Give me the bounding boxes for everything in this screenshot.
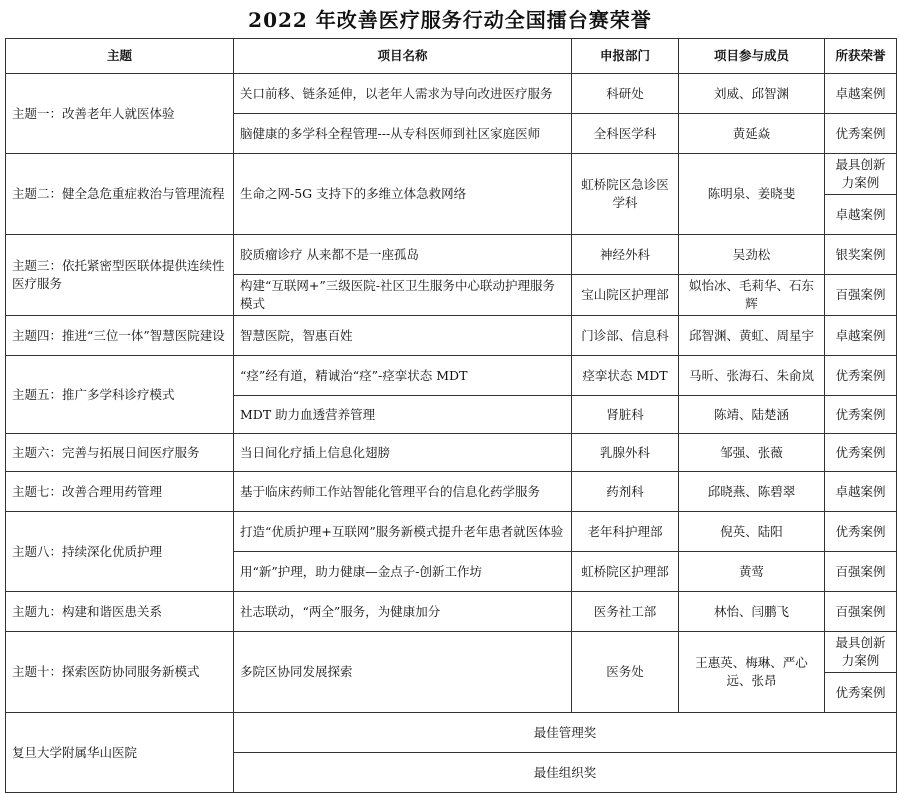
honor-cell: 卓越案例 (825, 316, 897, 356)
table-row (6, 512, 897, 552)
project-name-cell: 脑健康的多学科全程管理---从专科医师到社区家庭医师 (234, 114, 572, 154)
project-name-cell: 生命之网-5G 支持下的多维立体急救网络 (234, 154, 572, 235)
project-name-cell: 胶质瘤诊疗 从来都不是一座孤岛 (234, 235, 572, 275)
project-name-cell: 构建“互联网+”三级医院-社区卫生服务中心联动护理服务模式 (234, 275, 572, 316)
header-department: 申报部门 (572, 39, 679, 74)
honor-cell: 优秀案例 (825, 673, 897, 713)
project-name-cell: “痉”经有道，精诚治“痉”-痉挛状态 MDT (234, 356, 572, 396)
members-cell: 姒怡冰、毛莉华、石东辉 (679, 275, 825, 316)
table-row (6, 154, 897, 195)
honor-cell: 优秀案例 (825, 512, 897, 552)
members-cell: 马昕、张海石、朱俞岚 (679, 356, 825, 396)
members-cell: 黄延焱 (679, 114, 825, 154)
table-row (6, 74, 897, 114)
project-name-cell: 基于临床药师工作站智能化管理平台的信息化药学服务 (234, 472, 572, 512)
theme-cell: 主题一：改善老年人就医体验 (6, 74, 234, 154)
members-cell: 倪英、陆阳 (679, 512, 825, 552)
department-cell: 医务处 (572, 632, 679, 713)
project-name-cell: 智慧医院，智惠百姓 (234, 316, 572, 356)
honor-cell: 最具创新力案例 (825, 632, 897, 673)
hospital-cell: 复旦大学附属华山医院 (6, 713, 234, 793)
theme-cell: 主题五：推广多学科诊疗模式 (6, 356, 234, 434)
theme-cell: 主题七：改善合理用药管理 (6, 472, 234, 512)
table-row (6, 235, 897, 275)
table-row (6, 356, 897, 396)
project-name-cell: 多院区协同发展探索 (234, 632, 572, 713)
members-cell: 吴劲松 (679, 235, 825, 275)
members-cell: 邹强、张薇 (679, 434, 825, 472)
members-cell: 邱智渊、黄虹、周星宇 (679, 316, 825, 356)
members-cell: 陈靖、陆楚涵 (679, 396, 825, 434)
members-cell: 王惠英、梅琳、严心远、张昂 (679, 632, 825, 713)
department-cell: 宝山院区护理部 (572, 275, 679, 316)
department-cell: 老年科护理部 (572, 512, 679, 552)
header-theme: 主题 (6, 39, 234, 74)
table-row (6, 316, 897, 356)
honor-cell: 百强案例 (825, 592, 897, 632)
table-row (6, 713, 897, 753)
award-cell: 最佳组织奖 (234, 753, 897, 793)
department-cell: 乳腺外科 (572, 434, 679, 472)
theme-cell: 主题十：探索医防协同服务新模式 (6, 632, 234, 713)
members-cell: 邱晓燕、陈碧翠 (679, 472, 825, 512)
theme-cell: 主题四：推进“三位一体”智慧医院建设 (6, 316, 234, 356)
table-row (6, 472, 897, 512)
theme-cell: 主题二：健全急危重症救治与管理流程 (6, 154, 234, 235)
project-name-cell: 社志联动，“两全”服务，为健康加分 (234, 592, 572, 632)
theme-cell: 主题三：依托紧密型医联体提供连续性医疗服务 (6, 235, 234, 316)
table-row (6, 592, 897, 632)
honor-cell: 银奖案例 (825, 235, 897, 275)
department-cell: 医务社工部 (572, 592, 679, 632)
department-cell: 药剂科 (572, 472, 679, 512)
honor-cell: 卓越案例 (825, 74, 897, 114)
honors-table (5, 38, 897, 793)
project-name-cell: 用“新”护理，助力健康—金点子-创新工作坊 (234, 552, 572, 592)
honor-cell: 优秀案例 (825, 356, 897, 396)
honor-cell: 卓越案例 (825, 472, 897, 512)
members-cell: 刘威、邱智渊 (679, 74, 825, 114)
table-row (6, 434, 897, 472)
table-row (6, 632, 897, 673)
members-cell: 黄莺 (679, 552, 825, 592)
table-body (6, 74, 897, 793)
honor-cell: 卓越案例 (825, 195, 897, 235)
department-cell: 门诊部、信息科 (572, 316, 679, 356)
department-cell: 虹桥院区护理部 (572, 552, 679, 592)
honor-cell: 优秀案例 (825, 396, 897, 434)
page-title: 2022 年改善医疗服务行动全国擂台赛荣誉 (248, 8, 652, 32)
department-cell: 痉挛状态 MDT (572, 356, 679, 396)
honor-cell: 优秀案例 (825, 114, 897, 154)
honor-cell: 百强案例 (825, 552, 897, 592)
project-name-cell: MDT 助力血透营养管理 (234, 396, 572, 434)
honor-cell: 最具创新力案例 (825, 154, 897, 195)
department-cell: 神经外科 (572, 235, 679, 275)
department-cell: 肾脏科 (572, 396, 679, 434)
theme-cell: 主题六：完善与拓展日间医疗服务 (6, 434, 234, 472)
honor-cell: 优秀案例 (825, 434, 897, 472)
honor-cell: 百强案例 (825, 275, 897, 316)
project-name-cell: 当日间化疗插上信息化翅膀 (234, 434, 572, 472)
project-name-cell: 关口前移、链条延伸，以老年人需求为导向改进医疗服务 (234, 74, 572, 114)
header-members: 项目参与成员 (679, 39, 825, 74)
members-cell: 陈明泉、姜晓斐 (679, 154, 825, 235)
department-cell: 全科医学科 (572, 114, 679, 154)
header-honor: 所获荣誉 (825, 39, 897, 74)
members-cell: 林怡、闫鹏飞 (679, 592, 825, 632)
theme-cell: 主题八：持续深化优质护理 (6, 512, 234, 592)
award-cell: 最佳管理奖 (234, 713, 897, 753)
theme-cell: 主题九：构建和谐医患关系 (6, 592, 234, 632)
department-cell: 虹桥院区急诊医学科 (572, 154, 679, 235)
header-project-name: 项目名称 (234, 39, 572, 74)
project-name-cell: 打造“优质护理+互联网”服务新模式提升老年患者就医体验 (234, 512, 572, 552)
department-cell: 科研处 (572, 74, 679, 114)
